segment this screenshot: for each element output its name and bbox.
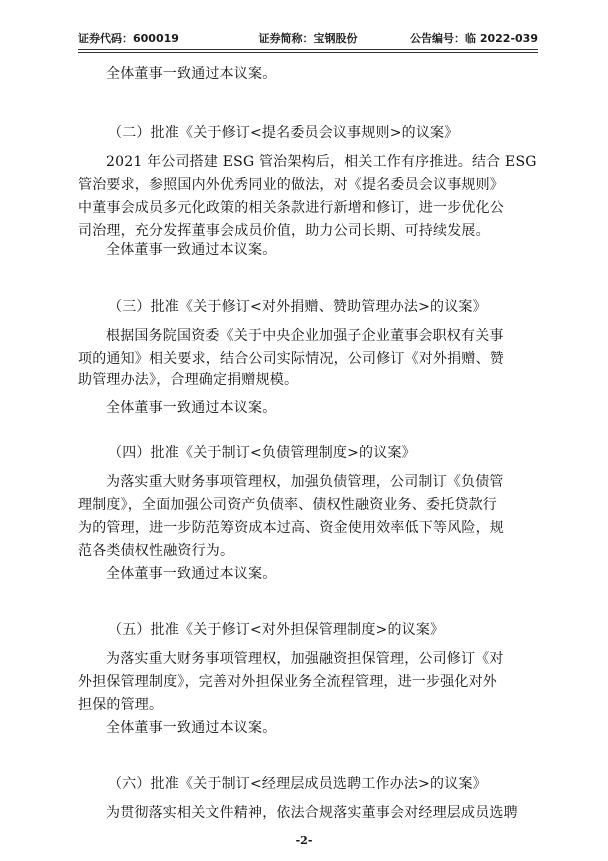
paragraph-line: 助管理办法》，合理确定捐赠规模。	[78, 372, 299, 388]
paragraph-line: 为落实重大财务事项管理权，加强融资担保管理，公司修订《对	[106, 651, 504, 667]
paragraph-line: 外担保管理制度》，完善对外担保业务全流程管理，进一步强化对外	[78, 674, 497, 690]
paragraph-line: 为贯彻落实相关文件精神，依法合规落实董事会对经理层成员选聘	[106, 805, 518, 821]
page-number: -2-	[295, 834, 313, 847]
paragraph-line: 担保的管理。	[78, 697, 164, 713]
paragraph-line: 范各类债权性融资行为。	[78, 543, 235, 559]
section-heading: （六）批准《关于制订<经理层成员选聘工作办法>的议案》	[108, 776, 487, 792]
vote-statement: 全体董事一致通过本议案。	[106, 400, 277, 416]
page-header	[78, 26, 538, 48]
stock-code: 证券代码：600019	[78, 32, 179, 45]
paragraph-line: 为落实重大财务事项管理权，加强负债管理，公司制订《负债管	[106, 474, 504, 490]
section-heading: （五）批准《关于修订<对外担保管理制度>的议案》	[108, 622, 445, 638]
paragraph-line: 司治理，充分发挥董事会成员价值，助力公司长期、可持续发展。	[78, 223, 490, 239]
paragraph-line: 为的管理，进一步防范筹资成本过高、资金使用效率低下等风险，规	[78, 520, 504, 536]
vote-statement: 全体董事一致通过本议案。	[106, 720, 277, 736]
stock-name: 证券简称：宝钢股份	[258, 32, 358, 45]
paragraph-line: 管治要求，参照国内外优秀同业的做法，对《提名委员会议事规则》	[78, 177, 504, 193]
paragraph-line: 理制度》，全面加强公司资产负债率、债权性融资业务、委托贷款行	[78, 497, 497, 513]
header-divider	[78, 49, 538, 53]
announcement-number: 公告编号：临 2022-039	[410, 32, 538, 45]
paragraph-line: 2021 年公司搭建 ESG 管治架构后，相关工作有序推进。结合 ESG	[106, 154, 537, 170]
paragraph-line: 中董事会成员多元化政策的相关条款进行新增和修订，进一步优化公	[78, 200, 504, 216]
vote-statement: 全体董事一致通过本议案。	[106, 242, 277, 258]
section-heading: （四）批准《关于制订<负债管理制度>的议案》	[108, 445, 416, 461]
vote-statement: 全体董事一致通过本议案。	[106, 66, 277, 82]
paragraph-line: 根据国务院国资委《关于中央企业加强子企业董事会职权有关事	[106, 328, 504, 344]
section-heading: （三）批准《关于修订<对外捐赠、赞助管理办法>的议案》	[108, 299, 487, 315]
section-heading: （二）批准《关于修订<提名委员会议事规则>的议案》	[108, 125, 459, 141]
paragraph-line: 项的通知》相关要求，结合公司实际情况，公司修订《对外捐赠、赞	[78, 351, 504, 367]
vote-statement: 全体董事一致通过本议案。	[106, 566, 277, 582]
